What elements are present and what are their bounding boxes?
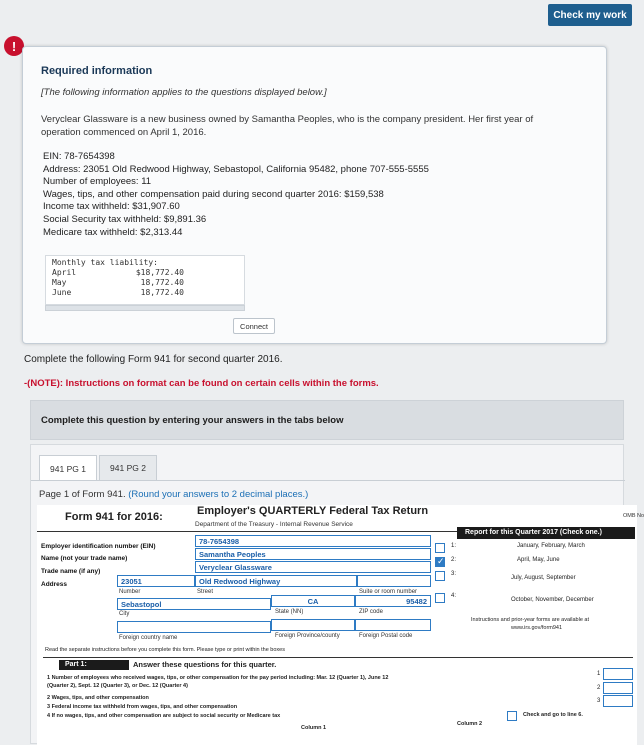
zip-caption: ZIP code — [359, 609, 383, 615]
form-title: Form 941 for 2016: — [65, 511, 163, 523]
connect-button[interactable]: Connect — [233, 318, 275, 334]
monthly-liability-table — [45, 255, 245, 305]
line-number-2: 2 — [597, 685, 601, 691]
street-caption: Street — [197, 589, 214, 595]
line4-text: 4 If no wages, tips, and other compensation are subject to social security or Medicare tax — [47, 713, 281, 719]
trade-name-field[interactable]: Veryclear Glassware — [195, 561, 431, 573]
foreign-province-field[interactable] — [271, 619, 355, 631]
foreign-postal-field[interactable] — [355, 619, 431, 631]
liability-month: April — [52, 268, 77, 277]
liability-row — [52, 268, 238, 278]
required-information-panel — [22, 46, 607, 344]
line2-wages-field[interactable] — [603, 682, 633, 694]
instruction-text: Complete the following Form 941 for second quarter 2016. — [24, 354, 283, 365]
state-field[interactable]: CA — [271, 595, 355, 607]
part1-rule — [43, 657, 633, 658]
foreign-country-field[interactable] — [117, 621, 271, 633]
ein-label: Employer identification number (EIN) — [41, 543, 156, 550]
form-941 — [37, 505, 644, 745]
zip-field[interactable]: 95482 — [355, 595, 431, 607]
address-label: Address — [41, 581, 68, 588]
prior-year-text: Instructions and prior-year forms are available at — [471, 617, 589, 623]
line-number-3: 3 — [597, 698, 601, 704]
tab-area — [30, 444, 644, 744]
liability-month: June — [52, 288, 72, 297]
fact-income-tax: Income tax withheld: $31,907.60 — [43, 201, 180, 213]
number-caption: Number — [119, 589, 141, 595]
quarter-1-label: January, February, March — [517, 543, 585, 549]
quarter-2-checkbox[interactable] — [435, 557, 445, 567]
page-hint: (Round your answers to 2 decimal places.) — [128, 489, 309, 500]
tab-941-pg-1[interactable]: 941 PG 1 — [39, 455, 97, 481]
company-facts — [43, 151, 429, 239]
fact-medicare-tax: Medicare tax withheld: $2,313.44 — [43, 226, 183, 238]
liability-amount: 18,772.40 — [140, 278, 184, 287]
prior-year-url[interactable]: www.irs.gov/form941 — [511, 625, 563, 631]
line-number-1: 1 — [597, 671, 601, 677]
quarter-1-checkbox[interactable] — [435, 543, 445, 553]
question-text: Complete this question by entering your answers in the tabs below — [41, 415, 344, 426]
name-label: Name (not your trade name) — [41, 555, 128, 562]
fact-employees: Number of employees: 11 — [43, 176, 152, 188]
ein-field[interactable]: 78-7654398 — [195, 535, 431, 547]
report-quarter-header: Report for this Quarter 2017 (Check one.) — [457, 527, 635, 539]
tab-divider — [31, 480, 625, 481]
tab-941-pg-2[interactable]: 941 PG 2 — [99, 455, 157, 481]
page-label-text: Page 1 of Form 941. — [39, 489, 126, 500]
liability-month: May — [52, 278, 67, 287]
foreign-postal-caption: Foreign Postal code — [359, 633, 413, 639]
check-my-work-button[interactable]: Check my work — [548, 4, 632, 26]
read-separate-instructions: Read the separate instructions before you complete this form. Please type or print within the boxes — [45, 647, 285, 653]
column-2-label: Column 2 — [457, 721, 483, 727]
liability-title: Monthly tax liability: — [52, 258, 158, 267]
line3-text: 3 Federal income tax withheld from wages, tips, and other compensation — [47, 704, 238, 710]
quarter-4-label: October, November, December — [511, 597, 594, 603]
street-field[interactable]: Old Redwood Highway — [195, 575, 357, 587]
city-caption: City — [119, 611, 130, 617]
quarter-4-number: 4: — [451, 593, 457, 599]
quarter-3-label: July, August, September — [511, 575, 576, 581]
omb-text: OMB No — [623, 513, 644, 519]
name-field[interactable]: Samantha Peoples — [195, 548, 431, 560]
city-field[interactable]: Sebastopol — [117, 598, 271, 610]
address-number-field[interactable]: 23051 — [117, 575, 195, 587]
part1-badge: Part 1: — [59, 660, 129, 670]
fact-ein: EIN: 78-7654398 — [43, 151, 115, 162]
suite-field[interactable] — [357, 575, 431, 587]
liability-row — [52, 278, 238, 288]
liability-amount: 18,772.40 — [140, 288, 184, 297]
fact-wages: Wages, tips, and other compensation paid during second quarter 2016: $159,538 — [43, 188, 384, 200]
format-note: -(NOTE): Instructions on format can be found on certain cells within the forms. — [24, 378, 379, 389]
fact-address: Address: 23051 Old Redwood Highway, Sebastopol, California 95482, phone 707-555-5555 — [43, 163, 429, 175]
line3-income-tax-field[interactable] — [603, 695, 633, 707]
liability-row — [52, 288, 238, 298]
page-label — [39, 489, 308, 500]
column-1-label: Column 1 — [301, 725, 327, 731]
line4-checkbox[interactable] — [507, 711, 517, 721]
suite-caption: Suite or room number — [359, 589, 418, 595]
check-go-text: Check and go to line 6. — [523, 712, 583, 718]
foreign-province-caption: Foreign Province/county — [275, 633, 340, 639]
header-rule — [37, 531, 457, 532]
info-title: Required information — [41, 65, 153, 77]
fact-ss-tax: Social Security tax withheld: $9,891.36 — [43, 213, 207, 225]
quarter-2-label: April, May, June — [517, 557, 560, 563]
info-description: Veryclear Glassware is a new business owned by Samantha Peoples, who is the company president. Her first year of operation commenced on April 1, 2016. — [41, 114, 534, 138]
employer-title: Employer's QUARTERLY Federal Tax Return — [197, 505, 429, 517]
foreign-country-caption: Foreign country name — [119, 635, 178, 641]
quarter-3-number: 3: — [451, 571, 457, 577]
state-caption: State (NN) — [275, 609, 304, 615]
liability-amount: $18,772.40 — [135, 268, 184, 277]
line1-text: 1 Number of employees who received wages, tips, or other compensation for the pay period including: Mar. 12 (Quarter 1), June 12 — [47, 675, 389, 681]
part1-title: Answer these questions for this quarter. — [133, 660, 277, 669]
quarter-2-number: 2: — [451, 557, 457, 563]
liability-scrollbar[interactable] — [45, 305, 245, 311]
info-intro: [The following information applies to the questions displayed below.] — [41, 87, 327, 98]
quarter-3-checkbox[interactable] — [435, 571, 445, 581]
quarter-1-number: 1: — [451, 543, 457, 549]
line2-text: 2 Wages, tips, and other compensation — [47, 695, 149, 701]
trade-name-label: Trade name (if any) — [41, 568, 101, 575]
question-bar — [30, 400, 624, 440]
quarter-4-checkbox[interactable] — [435, 593, 445, 603]
department-text: Department of the Treasury - Internal Revenue Service — [195, 521, 353, 528]
line1-employees-field[interactable] — [603, 668, 633, 680]
line1-text-continued: (Quarter 2), Sept. 12 (Quarter 3), or Dec. 12 (Quarter 4) — [47, 683, 188, 689]
alert-icon: ! — [4, 36, 24, 56]
